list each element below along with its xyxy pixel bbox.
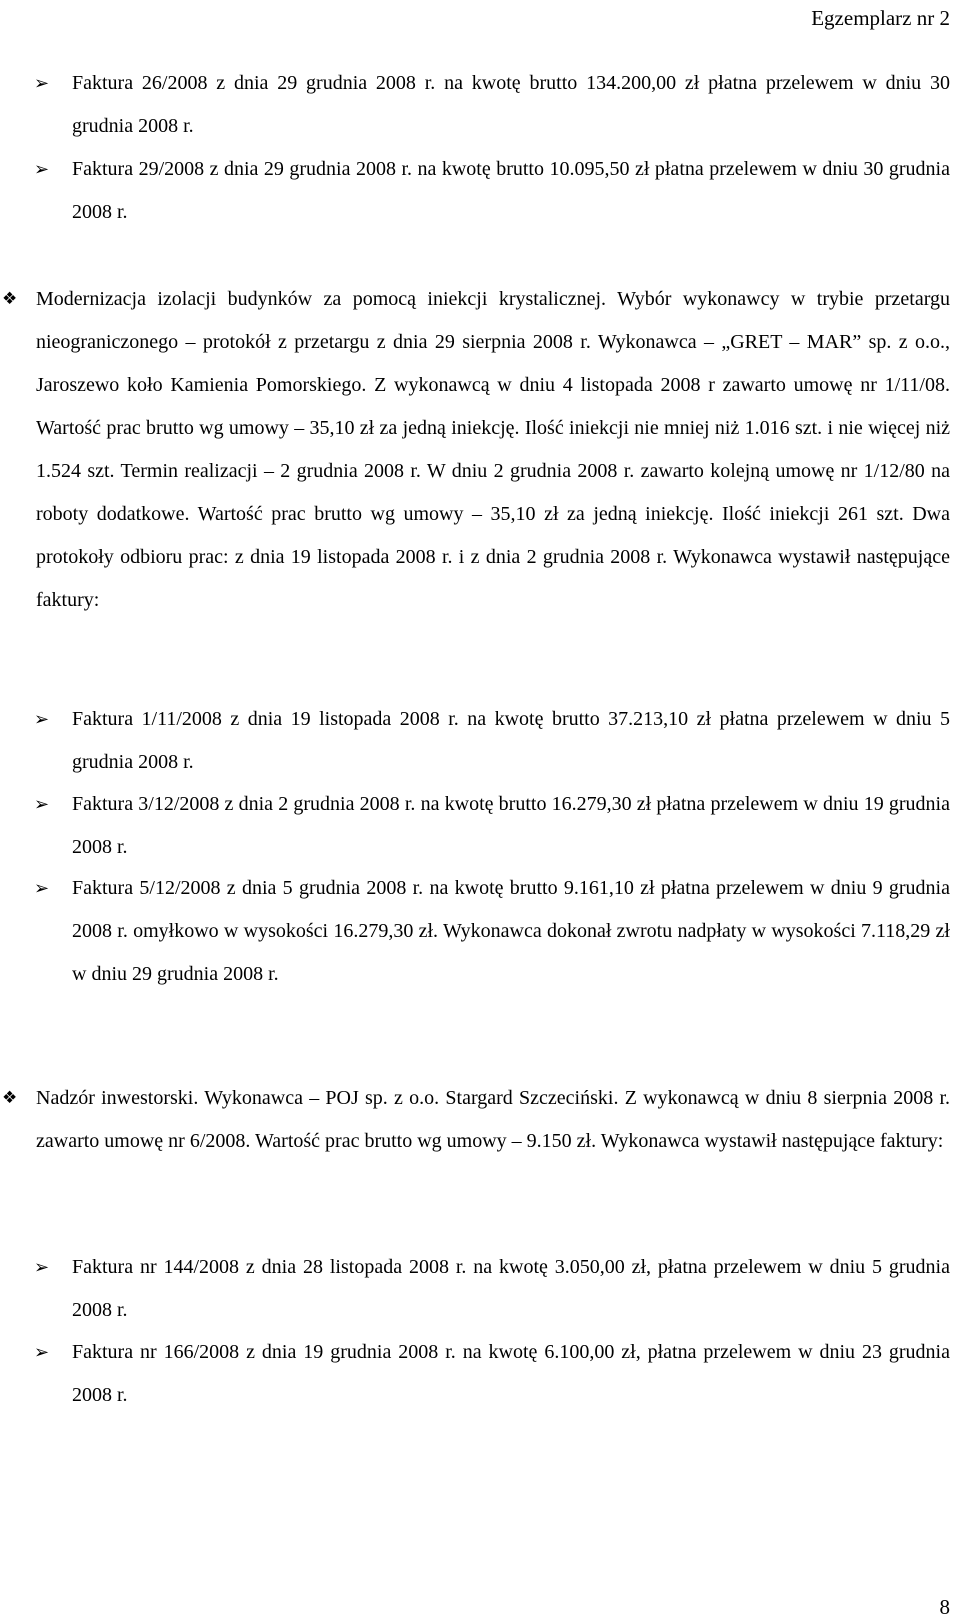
arrowhead-bullet-icon: ➢ [34, 794, 50, 815]
invoice-item [34, 698, 950, 784]
invoice-text: Faktura 29/2008 z dnia 29 grudnia 2008 r. na kwotę brutto 10.095,50 zł płatna przelewem w dniu 30 grudnia 2008 r. [72, 158, 950, 223]
invoice-item [34, 148, 950, 234]
invoice-text: Faktura nr 166/2008 z dnia 19 grudnia 2008 r. na kwotę 6.100,00 zł, płatna przelewem w dniu 23 grudnia 2008 r. [72, 1341, 950, 1406]
section-paragraph [2, 1077, 950, 1163]
arrowhead-bullet-icon: ➢ [34, 1342, 50, 1363]
invoice-text: Faktura 1/11/2008 z dnia 19 listopada 2008 r. na kwotę brutto 37.213,10 zł płatna przelewem w dniu 5 grudnia 2008 r. [72, 708, 950, 773]
section-text: Nadzór inwestorski. Wykonawca – POJ sp. z o.o. Stargard Szczeciński. Z wykonawcą w dniu 8 sierpnia 2008 r. zawarto umowę nr 6/2008. Wartość prac brutto wg umowy – 9.150 zł. Wykonawca wystawił następujące faktury: [36, 1087, 950, 1152]
invoice-text: Faktura 3/12/2008 z dnia 2 grudnia 2008 r. na kwotę brutto 16.279,30 zł płatna przelewem w dniu 19 grudnia 2008 r. [72, 793, 950, 858]
invoice-item [34, 867, 950, 996]
section-paragraph [2, 278, 950, 622]
invoice-text: Faktura nr 144/2008 z dnia 28 listopada 2008 r. na kwotę 3.050,00 zł, płatna przelewem w dniu 5 grudnia 2008 r. [72, 1256, 950, 1321]
page-header: Egzemplarz nr 2 [811, 6, 950, 30]
invoice-item [34, 783, 950, 869]
page-number: 8 [939, 1595, 950, 1619]
invoice-item [34, 62, 950, 148]
diamond-bullet-icon: ❖ [2, 289, 18, 309]
arrowhead-bullet-icon: ➢ [34, 1257, 50, 1278]
invoice-text: Faktura 5/12/2008 z dnia 5 grudnia 2008 r. na kwotę brutto 9.161,10 zł płatna przelewem w dniu 9 grudnia 2008 r. omyłkowo w wysokości 16.279,30 zł. Wykonawca dokonał zwrotu nadpłaty w wysokości 7.118,29 zł w dniu 29 grudnia 2008 r. [72, 877, 950, 985]
arrowhead-bullet-icon: ➢ [34, 159, 50, 180]
invoice-text: Faktura 26/2008 z dnia 29 grudnia 2008 r. na kwotę brutto 134.200,00 zł płatna przelewem w dniu 30 grudnia 2008 r. [72, 72, 950, 137]
section-text: Modernizacja izolacji budynków za pomocą iniekcji krystalicznej. Wybór wykonawcy w trybie przetargu nieograniczonego – protokół z przetargu z dnia 29 sierpnia 2008 r. Wykonawca – „GRET – MAR” sp. z o.o., Jaroszewo koło Kamienia Pomorskiego. Z wykonawcą w dniu 4 listopada 2008 r zawarto umowę nr 1/11/08. Wartość prac brutto wg umowy – 35,10 zł za jedną iniekcję. Ilość iniekcji nie mniej niż 1.016 szt. i nie więcej niż 1.524 szt. Termin realizacji – 2 grudnia 2008 r. W dniu 2 grudnia 2008 r. zawarto kolejną umowę nr 1/12/80 na roboty dodatkowe. Wartość prac brutto wg umowy – 35,10 zł za jedną iniekcję. Ilość iniekcji 261 szt. Dwa protokoły odbioru prac: z dnia 19 listopada 2008 r. i z dnia 2 grudnia 2008 r. Wykonawca wystawił następujące faktury: [36, 288, 950, 611]
arrowhead-bullet-icon: ➢ [34, 878, 50, 899]
arrowhead-bullet-icon: ➢ [34, 709, 50, 730]
arrowhead-bullet-icon: ➢ [34, 73, 50, 94]
invoice-item [34, 1331, 950, 1417]
diamond-bullet-icon: ❖ [2, 1088, 18, 1108]
invoice-item [34, 1246, 950, 1332]
